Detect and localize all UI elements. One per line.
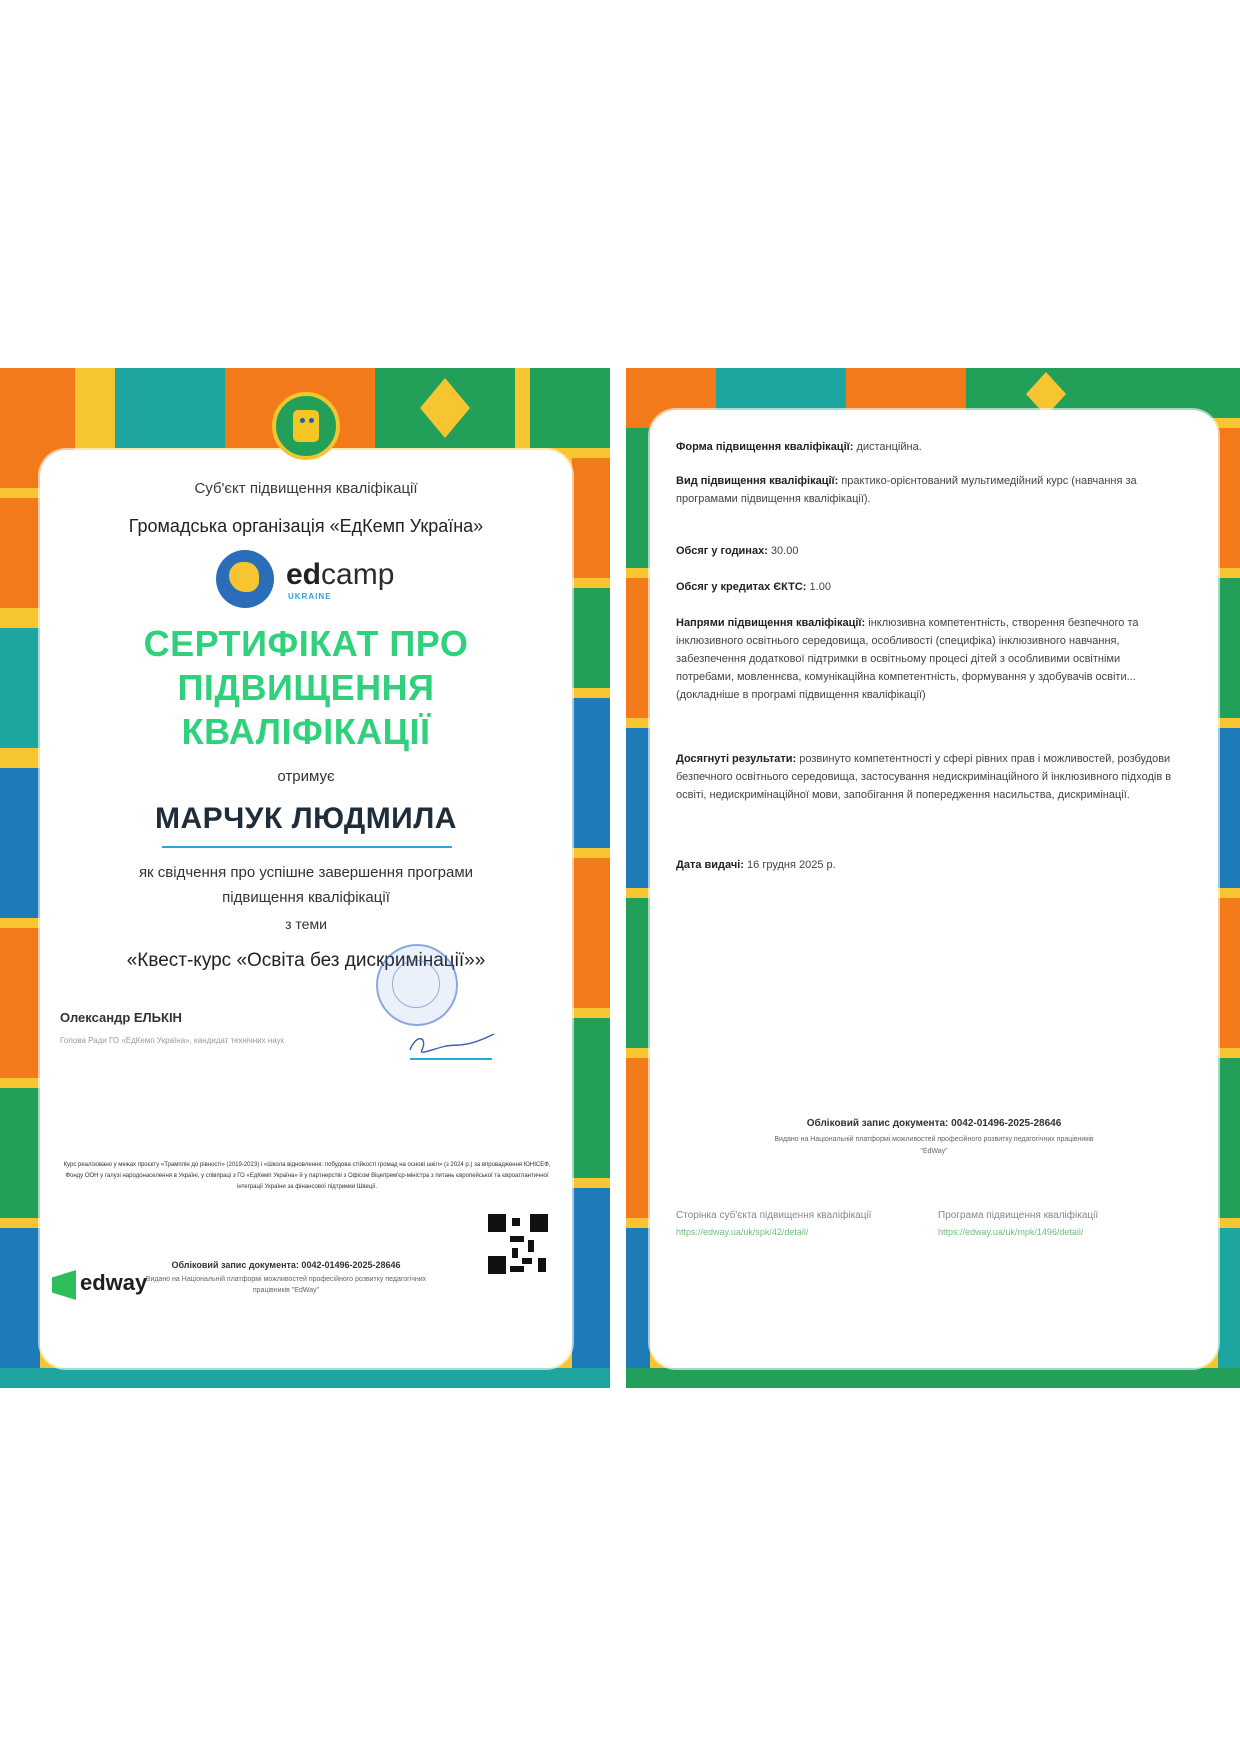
detail-label: Вид підвищення кваліфікації: [676,475,839,487]
detail-issue-date [676,856,1176,874]
certificate-card [40,450,572,1368]
name-underline [162,846,452,848]
detail-value: розвинуто компетентності у сфері рівних прав і можливостей, розбудови безпечного освітнього середовища, застосування недискримінаційного й інклюзивного підходів в освіті, недискримінаційної мови, запобігання й попередження насильства, дискримінації. [676,753,1172,801]
detail-label: Форма підвищення кваліфікації: [676,441,854,453]
course-title: «Квест-курс «Освіта без дискримінації»» [126,950,486,971]
title-line-2: ПІДВИЩЕННЯ [177,667,435,708]
subject-page-link[interactable]: https://edway.ua/uk/spk/42/detail/ [676,1227,809,1237]
program-link-block [938,1208,1198,1240]
handwritten-signature [406,1030,496,1058]
official-stamp-icon [376,944,458,1026]
detail-label: Напрями підвищення кваліфікації: [676,617,866,629]
detail-value: 16 грудня 2025 р. [743,859,836,871]
subject-page-link-block [676,1208,896,1240]
document-record-id: Обліковий запис документа: 0042-01496-2025-28646 [171,1260,401,1270]
detail-label: Дата видачі: [676,859,744,871]
logo-word-rest: camp [321,558,395,591]
certificate-title [40,622,572,754]
testimony-line-2: підвищення кваліфікації [222,889,390,906]
detail-type [676,472,1176,508]
subject-label: Суб'єкт підвищення кваліфікації [194,480,418,497]
subject-page-label: Сторінка суб'єкта підвищення кваліфікації [676,1210,872,1221]
detail-directions [676,614,1176,704]
detail-value: 30.00 [767,545,799,557]
document-record-id: Обліковий запис документа: 0042-01496-2025-28646 [806,1118,1062,1129]
signature-line [410,1058,492,1060]
testimony-line-1: як свідчення про успішне завершення програми [138,864,474,881]
signer-name: Олександр ЕЛЬКІН [60,1010,182,1025]
organization-name: Громадська організація «ЕдКемп Україна» [128,516,484,536]
title-line-3: КВАЛІФІКАЦІЇ [181,711,431,752]
edway-word: edway [80,1270,148,1295]
qr-code-icon[interactable] [488,1214,548,1274]
logo-sub: UKRAINE [288,592,332,601]
certificate-front-page [0,368,610,1388]
signer-role: Голова Ради ГО «ЕдКемп Україна», кандидат технічних наук [60,1036,285,1045]
edcamp-logo [216,548,406,612]
detail-value: дистанційна. [853,441,922,453]
detail-credits [676,578,1176,596]
detail-label: Обсяг у кредитах ЄКТС: [676,581,807,593]
program-link[interactable]: https://edway.ua/uk/mpk/1496/detail/ [938,1227,1084,1237]
edway-leaf-icon [52,1270,76,1300]
logo-word-bold: ed [286,558,322,591]
detail-value: інклюзивна компетентність, створення безпечного та інклюзивного освітнього середовища, особливості (специфіка) інклюзивного навчання, забезпечення додаткової підтримки в освітньому процесі дітей з особливими освітніми потребами, мовленнєва, комунікаційна компетентність, формування у здобувачів освіти... (докладніше в програмі підвищення кваліфікації) [676,617,1139,701]
issued-platform-note: Видано на Національній платформі можливостей професійного розвитку педагогічних працівників "EdWay" [145,1276,427,1294]
certificate-details-card [650,410,1218,1368]
receives-label: отримує [277,768,335,785]
detail-results [676,750,1176,804]
detail-value: практико-орієнтований мультимедійний курс (навчання за програмами підвищення кваліфікації). [676,475,1137,505]
testimony-text [40,860,572,910]
program-label: Програма підвищення кваліфікації [938,1210,1099,1221]
project-footnote: Курс реалізовано у межах проєкту «Трамплін до рівності» (2019-2023) і «Школа відновлення: побудова стійкості громад на основі шкіл» (з 2024 р.) за впровадження ЮНІСЕФ, Фонду ООН у галузі народонаселення в Україні, у співпраці з ГО «ЕдКемп Україна» й у партнерстві з Офісом Віцепрем'єр-міністра з питань європейської та євроатлантичної інтеграції України за фінансової підтримки Швеції. [63,1162,551,1190]
detail-form [676,438,1176,456]
edcamp-ball-icon [216,550,274,608]
topic-label: з теми [285,916,327,932]
detail-label: Досягнуті результати: [676,753,797,765]
recipient-name: МАРЧУК ЛЮДМИЛА [155,802,457,835]
detail-hours [676,542,1176,560]
certificate-back-page [626,368,1240,1388]
detail-value: 1.00 [806,581,831,593]
issued-platform-note: Видано на Національній платформі можливостей професійного розвитку педагогічних працівників "EdWay" [774,1136,1094,1155]
edcamp-mascot-badge-icon [272,392,340,460]
title-line-1: СЕРТИФІКАТ ПРО [143,623,469,664]
detail-label: Обсяг у годинах: [676,545,768,557]
